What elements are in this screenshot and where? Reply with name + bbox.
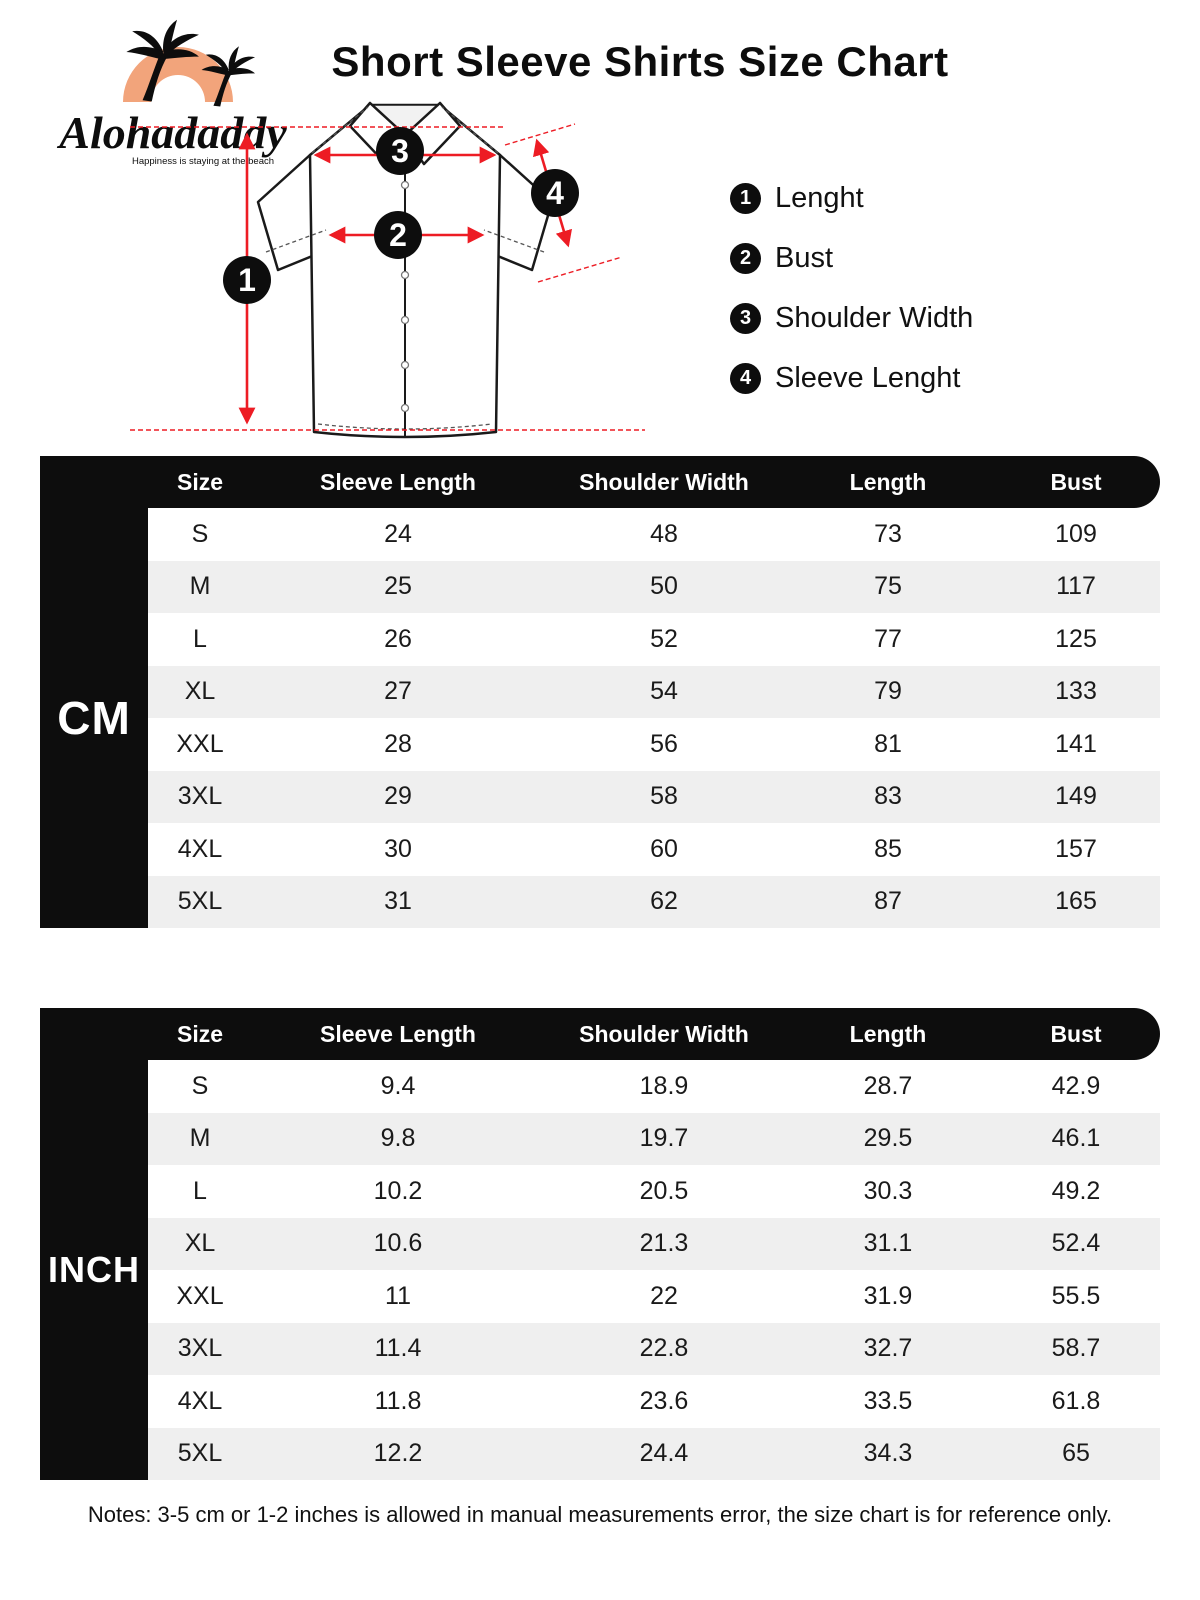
table-cell: 22: [650, 1281, 678, 1310]
legend-label: Lenght: [775, 181, 864, 214]
svg-text:3: 3: [391, 133, 409, 169]
table-cell: 31.1: [863, 1229, 913, 1258]
table-row: [148, 561, 1160, 614]
table-cell: 28.7: [863, 1071, 913, 1100]
marker-3-icon: 3: [730, 303, 761, 334]
svg-text:1: 1: [238, 262, 256, 298]
table-cell: 10.6: [373, 1229, 423, 1258]
marker-1-icon: 1: [730, 183, 761, 214]
legend-item-shoulder-width: [730, 300, 973, 336]
table-cell: 32.7: [863, 1334, 913, 1363]
legend-item-sleeve-length: [730, 360, 973, 396]
column-header: Shoulder Width: [579, 1020, 749, 1047]
legend-label: Shoulder Width: [775, 301, 974, 334]
column-header: Sleeve Length: [320, 468, 476, 495]
table-cell: 60: [650, 834, 678, 863]
table-cell: 85: [874, 834, 902, 863]
table-cell: 87: [874, 887, 902, 916]
column-header: Length: [849, 1020, 927, 1047]
table-cell: 62: [650, 887, 678, 916]
table-row: [148, 666, 1160, 719]
table-cell: 11: [385, 1281, 411, 1310]
table-cell: 9.4: [380, 1071, 416, 1100]
table-cell: 9.8: [380, 1124, 416, 1153]
table-cell: M: [189, 572, 211, 601]
table-cell: 125: [1055, 624, 1097, 653]
notes-text: Notes: 3-5 cm or 1-2 inches is allowed in manual measurements error, the size chart is for reference only.: [87, 1502, 1113, 1527]
table-row: [148, 1428, 1160, 1481]
table-cell: 33.5: [863, 1386, 913, 1415]
table-cell: 19.7: [639, 1124, 689, 1153]
table-cell: 10.2: [373, 1176, 423, 1205]
legend-item-length: [730, 180, 973, 216]
table-cell: 83: [874, 782, 902, 811]
unit-sidebar: [40, 508, 148, 928]
unit-sidebar: [40, 1060, 148, 1480]
table-cell: 27: [384, 677, 412, 706]
table-cell: 133: [1055, 677, 1097, 706]
table-cell: 23.6: [639, 1386, 689, 1415]
table-row: [148, 718, 1160, 771]
marker-2-icon: 2: [730, 243, 761, 274]
table-cell: L: [193, 624, 207, 653]
table-cell: 48: [650, 519, 678, 548]
table-cell: 30: [384, 834, 412, 863]
table-cell: 73: [874, 519, 902, 548]
table-cell: XXL: [176, 729, 224, 758]
table-cell: M: [189, 1124, 211, 1153]
marker-4-icon: 4: [730, 363, 761, 394]
legend-item-bust: [730, 240, 973, 276]
table-cell: 5XL: [177, 1439, 223, 1468]
unit-label: INCH: [48, 1249, 140, 1290]
brand-tagline: Happiness is staying at the beach: [131, 156, 275, 167]
table-row: [148, 823, 1160, 876]
table-cell: 12.2: [373, 1439, 423, 1468]
column-header: Length: [849, 468, 927, 495]
unit-label: CM: [57, 692, 131, 744]
shirt-diagram: [100, 90, 680, 450]
table-row: [148, 1060, 1160, 1113]
table-cell: 25: [384, 572, 412, 601]
table-cell: 50: [650, 572, 678, 601]
table-cell: 3XL: [177, 1334, 223, 1363]
table-cell: 24.4: [639, 1439, 689, 1468]
table-row: [148, 1270, 1160, 1323]
table-cell: 149: [1055, 782, 1097, 811]
table-cell: 157: [1055, 834, 1097, 863]
table-row: [148, 771, 1160, 824]
page-title: Short Sleeve Shirts Size Chart: [331, 38, 949, 85]
column-header: Shoulder Width: [579, 468, 749, 495]
table-cell: 56: [650, 729, 678, 758]
table-row: [148, 1375, 1160, 1428]
table-header-row: [40, 456, 1160, 508]
table-cell: 31.9: [863, 1281, 913, 1310]
table-cell: 77: [874, 624, 902, 653]
table-row: [148, 1113, 1160, 1166]
table-cell: XXL: [176, 1281, 224, 1310]
column-header: Size: [176, 1020, 224, 1047]
legend-label: Sleeve Lenght: [775, 361, 961, 394]
table-cell: 29: [384, 782, 412, 811]
table-cell: S: [191, 1071, 209, 1100]
table-cell: 20.5: [639, 1176, 689, 1205]
table-cell: 11.8: [374, 1386, 422, 1415]
table-cell: 117: [1056, 572, 1096, 601]
table-cell: 34.3: [863, 1439, 913, 1468]
table-cell: XL: [184, 677, 216, 706]
table-cell: 58.7: [1051, 1334, 1101, 1363]
table-header-row: [40, 1008, 1160, 1060]
column-header: Bust: [1050, 468, 1102, 495]
table-cell: 58: [650, 782, 678, 811]
table-cell: 4XL: [177, 1386, 223, 1415]
table-cell: S: [191, 519, 209, 548]
table-cell: 165: [1055, 887, 1097, 916]
brand-name: Alohadaddy: [59, 107, 287, 158]
table-cell: 21.3: [639, 1229, 689, 1258]
table-cell: 42.9: [1051, 1071, 1101, 1100]
table-cell: 52.4: [1051, 1229, 1101, 1258]
table-cell: 22.8: [639, 1334, 689, 1363]
table-row: [148, 1323, 1160, 1376]
table-cell: 81: [874, 729, 902, 758]
table-cell: 65: [1062, 1439, 1090, 1468]
table-cell: 55.5: [1051, 1281, 1101, 1310]
table-row: [148, 1165, 1160, 1218]
table-cell: 3XL: [177, 782, 223, 811]
table-cell: 46.1: [1051, 1124, 1101, 1153]
legend-label: Bust: [775, 241, 834, 274]
measurement-legend: [730, 180, 973, 420]
column-header: Sleeve Length: [320, 1020, 476, 1047]
table-row: [148, 508, 1160, 561]
table-cell: 75: [874, 572, 902, 601]
size-table-inch: [40, 1008, 1160, 1481]
table-rows: [148, 508, 1160, 928]
table-cell: L: [193, 1176, 207, 1205]
table-cell: 11.4: [374, 1334, 422, 1363]
table-cell: 18.9: [639, 1071, 689, 1100]
table-cell: 61.8: [1051, 1386, 1101, 1415]
table-cell: 5XL: [177, 887, 223, 916]
table-cell: 4XL: [177, 834, 223, 863]
svg-text:4: 4: [546, 175, 564, 211]
table-cell: 28: [384, 729, 412, 758]
table-row: [148, 876, 1160, 929]
table-row: [148, 613, 1160, 666]
table-cell: 79: [874, 677, 902, 706]
table-cell: 49.2: [1051, 1176, 1101, 1205]
size-table-cm: [40, 456, 1160, 929]
table-cell: 54: [650, 677, 678, 706]
column-header: Bust: [1050, 1020, 1102, 1047]
table-cell: 109: [1055, 519, 1097, 548]
table-cell: 30.3: [863, 1176, 913, 1205]
column-header: Size: [176, 468, 224, 495]
svg-text:2: 2: [389, 217, 407, 253]
table-cell: 29.5: [863, 1124, 913, 1153]
table-cell: 141: [1055, 729, 1097, 758]
table-cell: 31: [384, 887, 412, 916]
table-rows: [148, 1060, 1160, 1480]
table-cell: XL: [184, 1229, 216, 1258]
table-cell: 24: [384, 519, 412, 548]
table-cell: 52: [650, 624, 678, 653]
table-cell: 26: [384, 624, 412, 653]
table-row: [148, 1218, 1160, 1271]
